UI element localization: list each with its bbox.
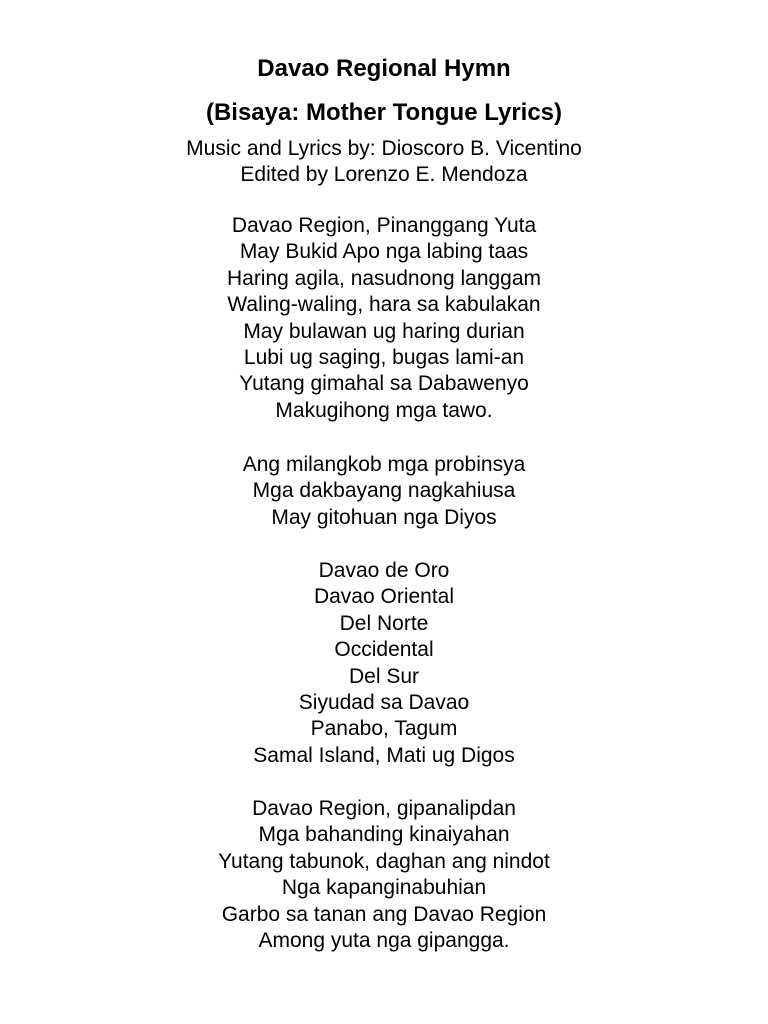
lyric-line: Nga kapanginabuhian <box>281 876 487 900</box>
lyric-line: Ang milangkob mga probinsya <box>242 453 526 476</box>
lyric-line: Panabo, Tagum <box>310 717 458 741</box>
lyric-line: Yutang gimahal sa Dabawenyo <box>239 372 529 396</box>
stanza-1 <box>0 213 768 424</box>
stanza-4 <box>0 796 768 954</box>
lyric-line: Del Sur <box>348 664 420 688</box>
lyric-line: May bulawan ug haring durian <box>243 319 525 343</box>
credit-line-editor: Edited by Lorenzo E. Mendoza <box>240 163 528 186</box>
credits-block <box>0 136 768 188</box>
lyric-line: Yutang tabunok, daghan ang nindot <box>218 849 550 873</box>
lyric-line: Del Norte <box>339 611 429 635</box>
lyric-line: Siyudad sa Davao <box>298 691 470 715</box>
stanza-3 <box>0 558 768 769</box>
lyric-line: Waling-waling, hara sa kabulakan <box>227 293 541 317</box>
lyric-line: Makugihong mga tawo. <box>275 398 493 422</box>
lyric-line: Davao de Oro <box>318 559 450 582</box>
lyric-line: Samal Island, Mati ug Digos <box>253 743 515 767</box>
lyric-line: Mga dakbayang nagkahiusa <box>252 479 516 503</box>
lyric-line: Davao Region, Pinanggang Yuta <box>231 214 537 237</box>
lyric-line: Davao Region, gipanalipdan <box>252 797 516 820</box>
document-subtitle: (Bisaya: Mother Tongue Lyrics) <box>205 99 563 126</box>
lyric-line: May gitohuan nga Diyos <box>271 505 497 529</box>
lyric-line: Garbo sa tanan ang Davao Region <box>221 902 547 926</box>
stanza-2 <box>0 452 768 531</box>
lyric-line: Among yuta nga gipangga. <box>258 929 510 953</box>
lyric-line: Occidental <box>334 638 434 662</box>
lyric-line: May Bukid Apo nga labing taas <box>239 240 529 264</box>
lyric-line: Haring agila, nasudnong langgam <box>226 266 542 290</box>
lyric-line: Lubi ug saging, bugas lami-an <box>243 346 525 370</box>
lyric-line: Mga bahanding kinaiyahan <box>258 823 510 847</box>
credit-line-music-lyrics: Music and Lyrics by: Dioscoro B. Vicentino <box>186 137 582 160</box>
lyric-line: Davao Oriental <box>313 585 455 609</box>
document-title: Davao Regional Hymn <box>257 55 511 82</box>
